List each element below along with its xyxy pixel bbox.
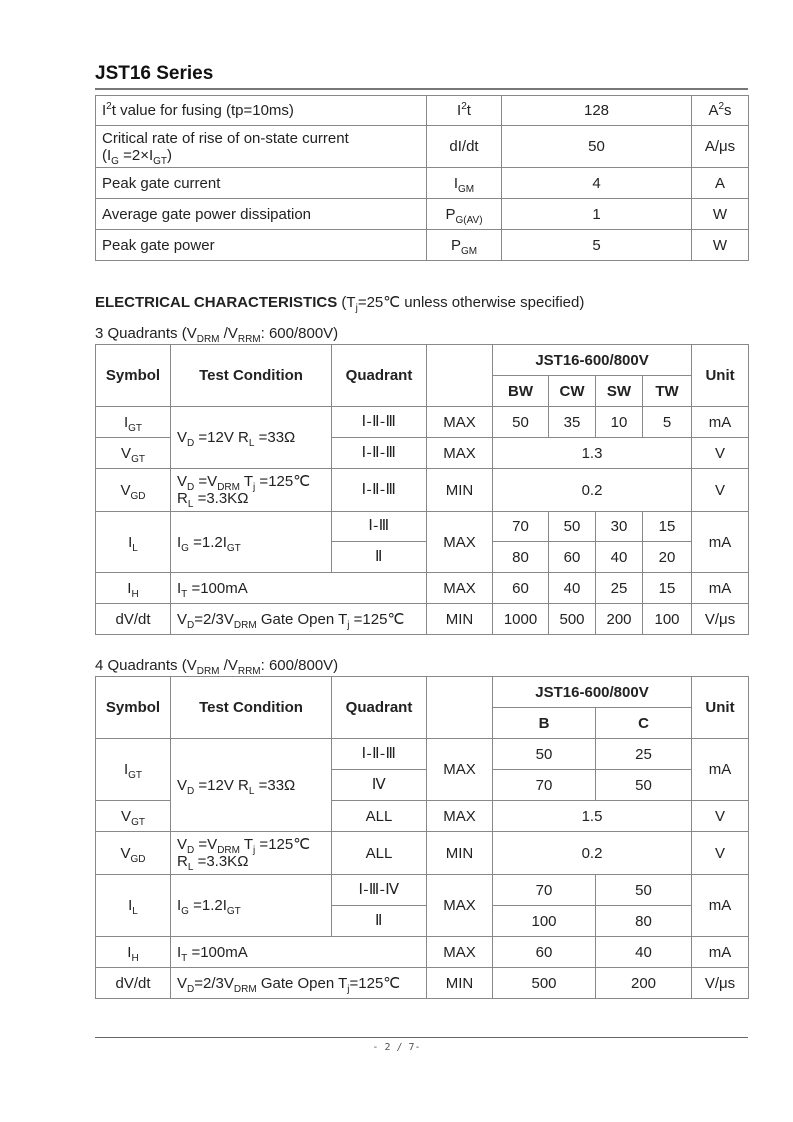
value-cell: 50 <box>493 739 596 770</box>
limit-cell: MAX <box>427 438 493 469</box>
unit-cell: mA <box>692 739 749 801</box>
table-row <box>96 168 749 199</box>
col-test-header: Test Condition <box>171 345 332 407</box>
col-test-header: Test Condition <box>171 677 332 739</box>
test-cond-cell: $V_D=2/3V_{DRM}$ Gate Open $T_j=125℃$ <box>171 968 427 999</box>
value-cell: 70 <box>493 512 549 542</box>
quadrant-cell: Ⅰ-Ⅲ-Ⅳ <box>332 875 427 906</box>
table-row <box>96 739 749 770</box>
quadrant-cell: Ⅱ <box>332 906 427 937</box>
value-cell: 80 <box>493 542 549 573</box>
table-row <box>96 604 749 635</box>
value-cell: 25 <box>596 573 643 604</box>
limit-cell: MAX <box>427 573 493 604</box>
col-symbol-header: Symbol <box>96 677 171 739</box>
unit-cell: mA <box>692 573 749 604</box>
value-cell: 1.3 <box>493 438 692 469</box>
value-cell: 50 <box>502 126 692 168</box>
col-group-header: JST16-600/800V <box>493 345 692 376</box>
col-tw-header: TW <box>643 376 692 407</box>
table-row <box>96 407 749 438</box>
unit-cell: mA <box>692 512 749 573</box>
col-b-header: B <box>493 708 596 739</box>
q4-caption: 4 Quadrants ($V_{DRM}$ $/V_{RRM}$: 600/800V) <box>95 657 339 677</box>
symbol-cell: $V_{GD}$ <box>96 832 171 875</box>
symbol-cell: $I_{GT}$ <box>96 407 171 438</box>
param-label: $I^2t$ value for fusing (tp=10ms) <box>96 96 427 126</box>
value-cell: 5 <box>502 230 692 261</box>
table-row <box>96 512 749 542</box>
value-cell: 4 <box>502 168 692 199</box>
symbol-cell: $V_{GD}$ <box>96 469 171 512</box>
col-sw-header: SW <box>596 376 643 407</box>
symbol-cell: $P_{GM}$ <box>427 230 502 261</box>
value-cell: 25 <box>596 739 692 770</box>
quadrant-cell: Ⅰ-Ⅱ-Ⅲ <box>332 739 427 770</box>
value-cell: 50 <box>549 512 596 542</box>
test-cond-cell: $V_D =12V$ $R_L =33\Omega$ <box>171 739 332 832</box>
limit-cell: MIN <box>427 469 493 512</box>
col-quadrant-header: Quadrant <box>332 345 427 407</box>
symbol-cell: $I_{GT}$ <box>96 739 171 801</box>
value-cell: 80 <box>596 906 692 937</box>
col-quadrant-header: Quadrant <box>332 677 427 739</box>
value-cell: 100 <box>643 604 692 635</box>
test-cond-cell: $V_D =12V$ $R_L =33\Omega$ <box>171 407 332 469</box>
col-cw-header: CW <box>549 376 596 407</box>
value-cell: 50 <box>596 770 692 801</box>
unit-cell: V/μs <box>692 604 749 635</box>
quadrant-cell: ALL <box>332 801 427 832</box>
table-row <box>96 968 749 999</box>
value-cell: 30 <box>596 512 643 542</box>
unit-cell: mA <box>692 407 749 438</box>
unit-cell: A/μs <box>692 126 749 168</box>
q4-table <box>95 676 749 999</box>
symbol-cell: $I_L$ <box>96 875 171 937</box>
test-cond-cell: $V_D =V_{DRM}$ $T_j$ =125℃ $R_L =3.3K\Omega$ <box>171 832 332 875</box>
symbol-cell: dI/dt <box>427 126 502 168</box>
limit-cell: MAX <box>427 407 493 438</box>
table-row <box>96 875 749 906</box>
footer-rule <box>95 1037 748 1038</box>
unit-cell: mA <box>692 937 749 968</box>
col-group-header: JST16-600/800V <box>493 677 692 708</box>
header-rule <box>95 88 748 90</box>
table-row <box>96 126 749 168</box>
quadrant-cell: Ⅰ-Ⅱ-Ⅲ <box>332 469 427 512</box>
unit-cell: W <box>692 199 749 230</box>
quadrant-cell: ALL <box>332 832 427 875</box>
value-cell: 200 <box>596 968 692 999</box>
value-cell: 50 <box>596 875 692 906</box>
unit-cell: V <box>692 438 749 469</box>
page-number: - 2 / 7- <box>372 1042 421 1053</box>
table-row <box>96 832 749 875</box>
quadrant-cell: Ⅰ-Ⅱ-Ⅲ <box>332 438 427 469</box>
unit-cell: A <box>692 168 749 199</box>
value-cell: 15 <box>643 573 692 604</box>
symbol-cell: dV/dt <box>96 968 171 999</box>
limit-cell: MAX <box>427 739 493 801</box>
symbol-cell: $V_{GT}$ <box>96 438 171 469</box>
symbol-cell: $I_L$ <box>96 512 171 573</box>
value-cell: 70 <box>493 770 596 801</box>
value-cell: 40 <box>549 573 596 604</box>
symbol-cell: $I_{GM}$ <box>427 168 502 199</box>
col-bw-header: BW <box>493 376 549 407</box>
value-cell: 50 <box>493 407 549 438</box>
value-cell: 40 <box>596 937 692 968</box>
value-cell: 1000 <box>493 604 549 635</box>
col-c-header: C <box>596 708 692 739</box>
col-limit-header <box>427 345 493 407</box>
param-label: Critical rate of rise of on-state current $(I_G =2\times I_{GT})$ <box>96 126 427 168</box>
value-cell: 200 <box>596 604 643 635</box>
table-row <box>96 199 749 230</box>
symbol-cell: $V_{GT}$ <box>96 801 171 832</box>
value-cell: 100 <box>493 906 596 937</box>
col-limit-header <box>427 677 493 739</box>
test-cond-cell: $I_G =1.2I_{GT}$ <box>171 875 332 937</box>
symbol-cell: $I_H$ <box>96 937 171 968</box>
symbol-cell: $I^2t$ <box>427 96 502 126</box>
param-label: Average gate power dissipation <box>96 199 427 230</box>
param-label: Peak gate current <box>96 168 427 199</box>
section-condition: ($T_j=25℃$ unless otherwise specified) <box>341 294 585 314</box>
table-row <box>96 469 749 512</box>
value-cell: 128 <box>502 96 692 126</box>
value-cell: 500 <box>549 604 596 635</box>
value-cell: 20 <box>643 542 692 573</box>
section-heading: ELECTRICAL CHARACTERISTICS ($T_j=25℃$ unless otherwise specified) <box>95 294 585 314</box>
value-cell: 0.2 <box>493 832 692 875</box>
unit-cell: V/μs <box>692 968 749 999</box>
q3-caption: 3 Quadrants ($V_{DRM}$ $/V_{RRM}$: 600/800V) <box>95 325 339 345</box>
value-cell: 70 <box>493 875 596 906</box>
quadrant-cell: Ⅳ <box>332 770 427 801</box>
q3-table <box>95 344 749 635</box>
table-row <box>96 230 749 261</box>
test-cond-cell: $I_T =100mA$ <box>171 937 427 968</box>
value-cell: 60 <box>493 573 549 604</box>
value-cell: 0.2 <box>493 469 692 512</box>
col-unit-header: Unit <box>692 345 749 407</box>
limit-cell: MIN <box>427 832 493 875</box>
quadrant-cell: Ⅰ-Ⅲ <box>332 512 427 542</box>
ratings-table <box>95 95 749 261</box>
symbol-cell: $P_{G(AV)}$ <box>427 199 502 230</box>
test-cond-cell: $V_D=2/3V_{DRM}$ Gate Open $T_j$ =125℃ <box>171 604 427 635</box>
limit-cell: MIN <box>427 604 493 635</box>
unit-cell: mA <box>692 875 749 937</box>
unit-cell: V <box>692 469 749 512</box>
page-title: JST16 Series <box>95 63 214 84</box>
param-label: Peak gate power <box>96 230 427 261</box>
col-unit-header: Unit <box>692 677 749 739</box>
value-cell: 1.5 <box>493 801 692 832</box>
table-row <box>96 573 749 604</box>
limit-cell: MAX <box>427 937 493 968</box>
unit-cell: V <box>692 801 749 832</box>
limit-cell: MAX <box>427 801 493 832</box>
value-cell: 5 <box>643 407 692 438</box>
table-row <box>96 937 749 968</box>
unit-cell: $A^2s$ <box>692 96 749 126</box>
value-cell: 40 <box>596 542 643 573</box>
quadrant-cell: Ⅰ-Ⅱ-Ⅲ <box>332 407 427 438</box>
col-symbol-header: Symbol <box>96 345 171 407</box>
limit-cell: MIN <box>427 968 493 999</box>
value-cell: 1 <box>502 199 692 230</box>
table-row <box>96 96 749 126</box>
value-cell: 60 <box>493 937 596 968</box>
unit-cell: W <box>692 230 749 261</box>
unit-cell: V <box>692 832 749 875</box>
test-cond-cell: $I_T =100mA$ <box>171 573 427 604</box>
value-cell: 10 <box>596 407 643 438</box>
quadrant-cell: Ⅱ <box>332 542 427 573</box>
symbol-cell: $I_H$ <box>96 573 171 604</box>
symbol-cell: dV/dt <box>96 604 171 635</box>
limit-cell: MAX <box>427 875 493 937</box>
value-cell: 500 <box>493 968 596 999</box>
limit-cell: MAX <box>427 512 493 573</box>
test-cond-cell: $V_D =V_{DRM}$ $T_j$ =125℃ $R_L =3.3K\Omega$ <box>171 469 332 512</box>
value-cell: 60 <box>549 542 596 573</box>
value-cell: 15 <box>643 512 692 542</box>
value-cell: 35 <box>549 407 596 438</box>
test-cond-cell: $I_G =1.2I_{GT}$ <box>171 512 332 573</box>
